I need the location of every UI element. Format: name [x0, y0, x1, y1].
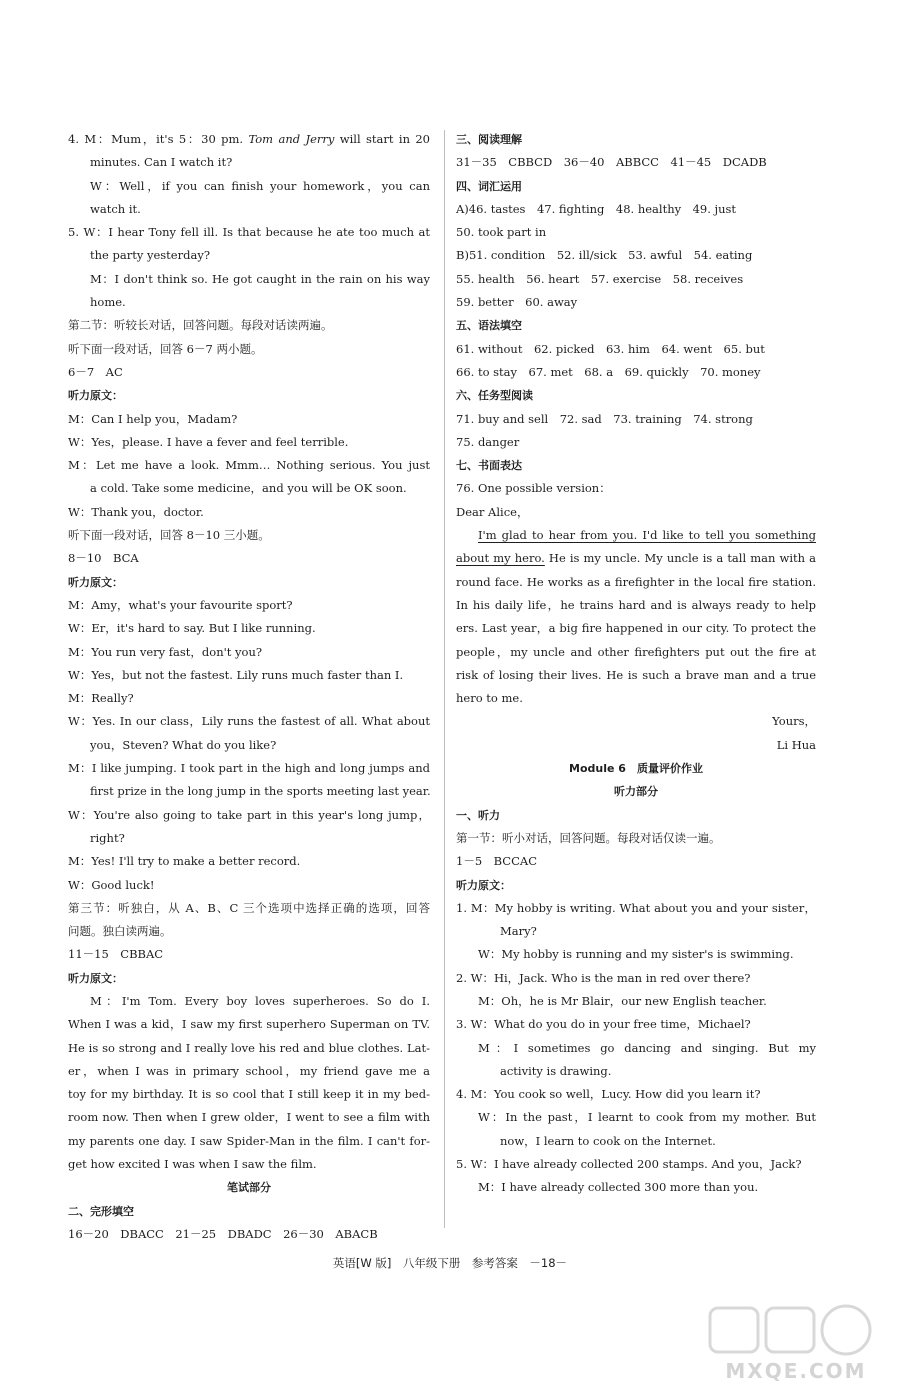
text-line: W：Well，if you can finish your homework，you can	[90, 178, 430, 193]
text-line: W：Yes，please. I have a fever and feel terrible.	[68, 434, 349, 449]
letter-signature: Li Hua	[776, 737, 816, 752]
section-instruction: 听下面一段对话，回答 8－10 三小题。	[68, 528, 270, 543]
text-line: watch it.	[90, 201, 141, 216]
answer-line: B)51. condition 52. ill/sick 53. awful 54. eating	[456, 248, 753, 263]
section-heading: 五、语法填空	[456, 319, 522, 333]
answer-line: 8－10 BCA	[68, 551, 139, 566]
letter-salutation: Dear Alice，	[456, 504, 529, 519]
text-line: my parents one day. I saw Spider-Man in the film. I can't for-	[68, 1133, 430, 1148]
section-heading: 一、听力	[456, 808, 500, 822]
letter-line: about my hero. He is my uncle. My uncle is a tall man with a	[456, 551, 816, 566]
section-instruction: 问题。独白读两遍。	[68, 924, 172, 939]
text-line: 3. W：What do you do in your free time，Michael?	[456, 1017, 751, 1032]
text-line: 1. M：My hobby is writing. What about you and your sister，	[456, 900, 816, 915]
text-line: get how excited I was when I saw the film.	[68, 1157, 317, 1172]
text-line: er，when I was in primary school，my friend gave me a	[68, 1063, 430, 1078]
text-line: M：You run very fast，don't you?	[68, 644, 263, 659]
text-line: activity is drawing.	[500, 1063, 612, 1078]
text-line: you，Steven? What do you like?	[90, 737, 277, 752]
answer-line: 50. took part in	[456, 225, 547, 240]
answer-line: A)46. tastes 47. fighting 48. healthy 49. just	[456, 201, 737, 216]
svg-text:MXQE.COM: MXQE.COM	[725, 1359, 867, 1383]
answer-line: 31－35 CBBCD 36－40 ABBCC 41－45 DCADB	[456, 155, 767, 170]
text-line: now，I learn to cook on the Internet.	[500, 1133, 716, 1148]
column-divider	[444, 130, 445, 1228]
letter-line: risk of losing their lives. He is such a brave man and a true	[456, 667, 816, 682]
section-heading: 六、任务型阅读	[456, 389, 533, 403]
answer-line: 66. to stay 67. met 68. a 69. quickly 70. money	[456, 364, 761, 379]
answer-line: 6－7 AC	[68, 364, 123, 379]
answer-line: 71. buy and sell 72. sad 73. training 74. strong	[456, 411, 753, 426]
text-line: W：My hobby is running and my sister's is swimming.	[478, 947, 794, 962]
text-line: Mary?	[500, 924, 537, 939]
text-line: M：I don't think so. He got caught in the rain on his way	[90, 271, 430, 286]
text-line: M：Can I help you，Madam?	[68, 411, 238, 426]
text-line: the party yesterday?	[90, 248, 210, 263]
watermark-logo	[706, 1304, 886, 1384]
letter-line: I'm glad to hear from you. I'd like to tell you something	[478, 528, 816, 543]
section-heading: 四、词汇运用	[456, 179, 522, 193]
letter-line: hero to me.	[456, 691, 523, 706]
section-title-listening: 听力部分	[614, 785, 658, 799]
text-line: home.	[90, 295, 126, 310]
text-line: M：I like jumping. I took part in the high and long jumps and	[68, 761, 430, 776]
section-heading: 七、书面表达	[456, 459, 522, 473]
letter-line: people，my uncle and other firefighters put out the fire at	[456, 644, 816, 659]
text-line: 4. M：You cook so well，Lucy. How did you learn it?	[456, 1087, 761, 1102]
text-line: M：I sometimes go dancing and singing. But my	[478, 1040, 816, 1055]
section-title-written: 笔试部分	[227, 1181, 271, 1195]
text-line: M：Yes! I'll try to make a better record.	[68, 854, 301, 869]
text-line: M：Really?	[68, 691, 134, 706]
text-line: room now. Then when I grew older，I went to see a film with	[68, 1110, 430, 1125]
letter-line: In his daily life，he trains hard and is always ready to help	[456, 597, 816, 612]
transcript-heading: 听力原文：	[68, 575, 123, 589]
text-line: M：Oh，he is Mr Blair，our new English teacher.	[478, 993, 767, 1008]
text-line: W：You're also going to take part in this year's long jump，	[68, 807, 430, 822]
right-column	[456, 128, 816, 1200]
text-line: W：Er，it's hard to say. But I like running.	[68, 621, 316, 636]
text-line: W：Good luck!	[68, 877, 155, 892]
answer-line: 61. without 62. picked 63. him 64. went 65. but	[456, 341, 765, 356]
transcript-heading: 听力原文：	[68, 971, 123, 985]
text-line: W：Yes. In our class，Lily runs the fastest of all. What about	[68, 714, 430, 729]
text-line: 2. W：Hi，Jack. Who is the man in red over there?	[456, 970, 751, 985]
text-line: M：Amy，what's your favourite sport?	[68, 597, 293, 612]
answer-line: 55. health 56. heart 57. exercise 58. receives	[456, 271, 744, 286]
answer-line: 16－20 DBACC 21－25 DBADC 26－30 ABACB	[68, 1226, 378, 1241]
answer-line: 75. danger	[456, 434, 520, 449]
text-line: W：In the past，I learnt to cook from my mother. But	[478, 1110, 816, 1125]
text-line: When I was a kid，I saw my first superhero Superman on TV.	[68, 1017, 430, 1032]
answer-line: 11－15 CBBAC	[68, 947, 164, 962]
text-line: M：I have already collected 300 more than you.	[478, 1180, 759, 1195]
module-title: Module 6 质量评价作业	[569, 762, 703, 776]
section-instruction: 第三节：听独白，从 A、B、C 三个选项中选择正确的选项，回答	[68, 900, 430, 915]
letter-line: round face. He works as a firefighter in the local fire station.	[456, 574, 816, 589]
text-line: W：Thank you，doctor.	[68, 504, 204, 519]
transcript-heading: 听力原文：	[456, 878, 511, 892]
section-heading: 二、完形填空	[68, 1204, 134, 1218]
answer-line: 59. better 60. away	[456, 295, 578, 310]
text-line: first prize in the long jump in the sports meeting last year.	[90, 784, 431, 799]
text-line: 5. W：I have already collected 200 stamps. And you，Jack?	[456, 1157, 802, 1172]
text-line: 4. M：Mum，it's 5：30 pm. Tom and Jerry will start in 20	[68, 132, 430, 146]
page-footer: 英语[W 版] 八年级下册 参考答案 －18－	[332, 1256, 568, 1270]
left-column	[68, 128, 430, 1246]
text-line: W：Yes，but not the fastest. Lily runs much faster than I.	[68, 667, 404, 682]
text-line: 5. W：I hear Tony fell ill. Is that because he ate too much at	[68, 225, 430, 240]
text-line: toy for my birthday. It is so cool that I still keep it in my bed-	[68, 1087, 430, 1102]
text-line: 76. One possible version：	[456, 481, 611, 496]
transcript-heading: 听力原文：	[68, 389, 123, 403]
answer-line: 1－5 BCCAC	[456, 854, 537, 869]
text-line: M：I'm Tom. Every boy loves superheroes. So do I.	[90, 993, 430, 1008]
text-line: right?	[90, 830, 125, 845]
letter-closing: Yours，	[772, 714, 816, 729]
text-line: M：Let me have a look. Mmm… Nothing serious. You just	[68, 458, 430, 473]
section-instruction: 听下面一段对话，回答 6－7 两小题。	[68, 341, 263, 356]
text-line: He is so strong and I really love his red and blue clothes. Lat-	[68, 1040, 430, 1055]
letter-line: ers. Last year，a big fire happened in our city. To protect the	[456, 621, 816, 636]
text-line: a cold. Take some medicine，and you will be OK soon.	[90, 481, 407, 496]
section-heading: 三、阅读理解	[456, 133, 522, 146]
text-line: minutes. Can I watch it?	[90, 155, 233, 170]
section-instruction: 第二节：听较长对话，回答问题。每段对话读两遍。	[68, 318, 333, 333]
section-instruction: 第一节：听小对话，回答问题。每段对话仅读一遍。	[456, 830, 721, 845]
